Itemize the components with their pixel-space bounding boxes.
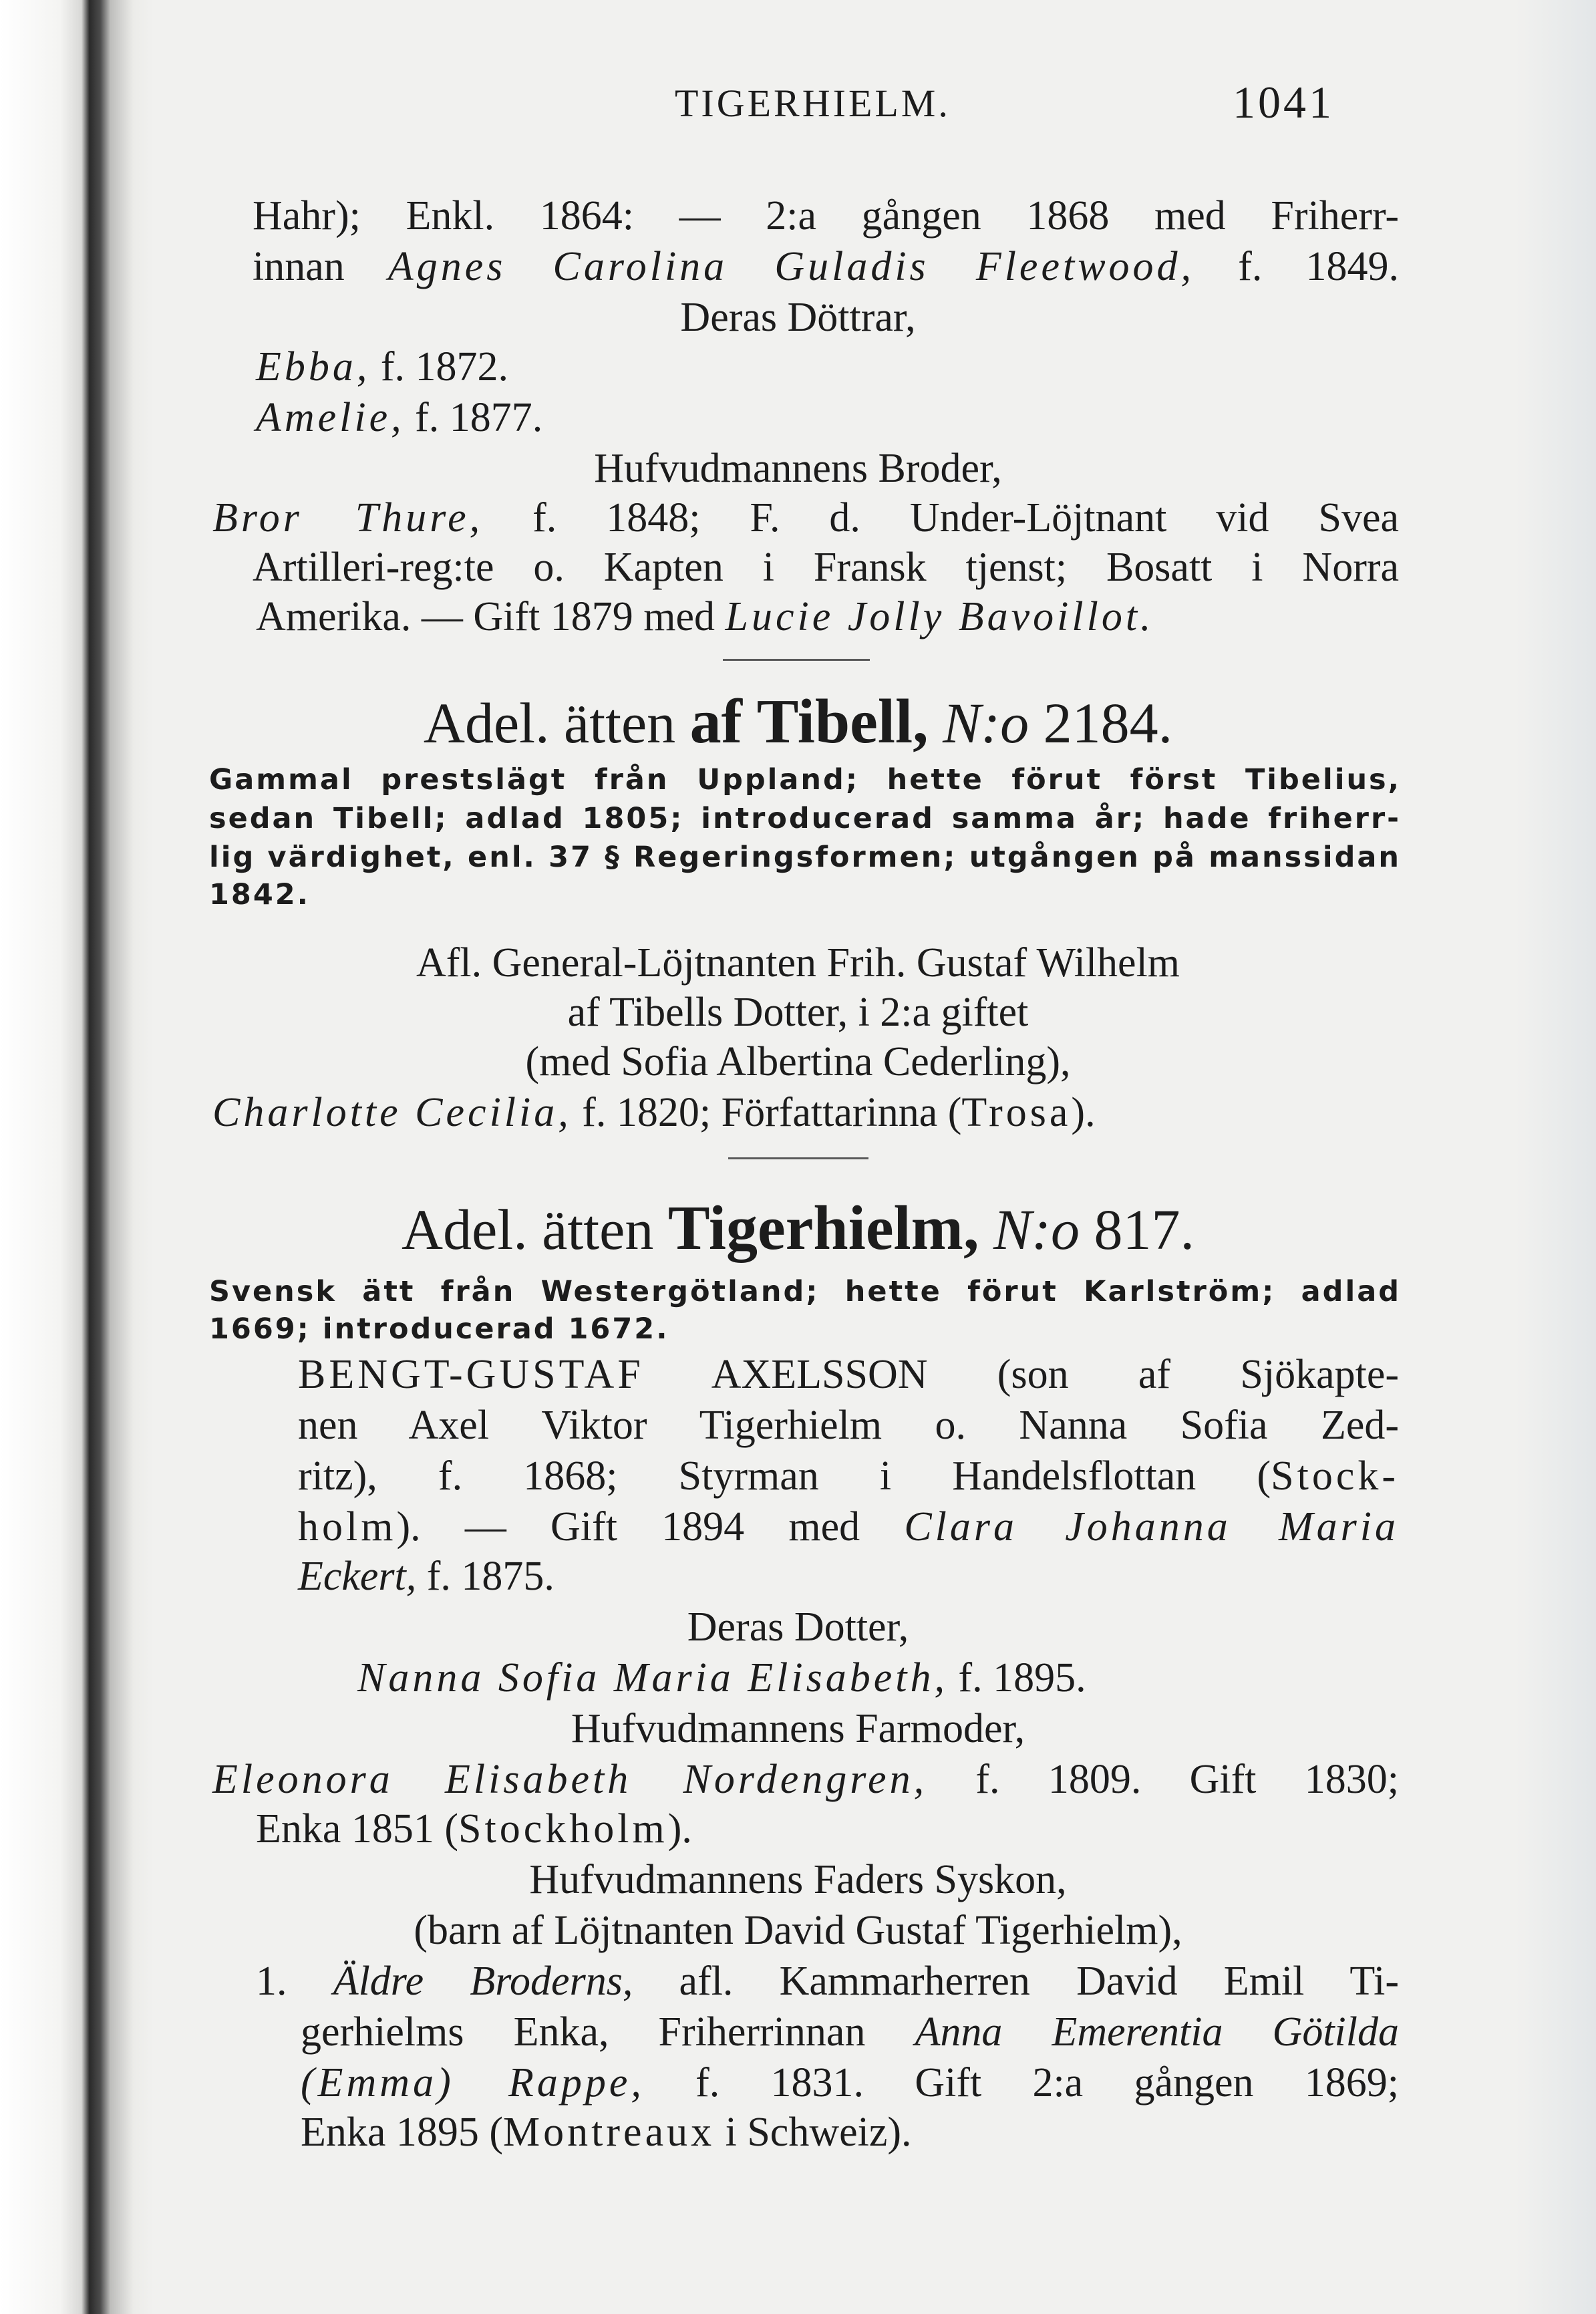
section-heading <box>0 293 1596 342</box>
small-text-line <box>209 1311 669 1347</box>
text: gerhielms Enka, Friherrinnan <box>301 2009 915 2055</box>
text: f. 1875. <box>416 1554 554 1599</box>
person-name: Amelie, <box>256 395 405 440</box>
text: f. 1877. <box>404 395 543 440</box>
person-name: Charlotte Cecilia, <box>212 1090 572 1135</box>
text: Deras Döttrar, <box>680 295 916 340</box>
small-text-line <box>209 801 1401 837</box>
person-name: Clara Johanna Maria <box>904 1504 1399 1550</box>
text: AXELSSON (son af Sjökapte- <box>643 1352 1399 1397</box>
running-title: TIGERHIELM. <box>675 82 951 125</box>
text: Svensk ätt från Westergötland; hette förut Karlström; adlad <box>209 1275 1401 1308</box>
text-line <box>298 1451 1399 1501</box>
text: (med Sofia Albertina Cederling), <box>525 1039 1071 1084</box>
text-line <box>256 342 508 392</box>
text-line <box>0 1037 1596 1087</box>
place-name: Stockholm <box>458 1806 668 1852</box>
text: Hahr); Enkl. 1864: — 2:a gången 1868 med Friherr- <box>253 193 1399 239</box>
divider <box>723 659 870 661</box>
text-line <box>301 2007 1399 2057</box>
text-line <box>212 1755 1399 1804</box>
text-line <box>298 1502 1399 1552</box>
text: Deras Dotter, <box>687 1604 909 1650</box>
family-heading <box>0 688 1596 756</box>
person-name: (Emma) Rappe, <box>301 2060 645 2106</box>
section-heading <box>0 1602 1596 1652</box>
person-name: Äldre Broderns, <box>333 1959 633 2004</box>
text: 1669; introducerad 1672. <box>209 1312 669 1346</box>
text-line <box>298 1350 1399 1399</box>
text-line <box>256 592 1154 641</box>
text-line <box>212 1088 1096 1137</box>
text-line <box>256 1804 692 1854</box>
text: 1. <box>256 1959 333 2004</box>
text: innan <box>253 244 388 289</box>
place-name: holm <box>298 1504 397 1550</box>
text-line <box>253 543 1399 592</box>
text: 2184. <box>1029 691 1173 755</box>
section-heading <box>0 1855 1596 1904</box>
person-name: Lucie Jolly Bavoillot. <box>725 594 1154 639</box>
text: Enka 1851 ( <box>256 1806 459 1852</box>
text: Hufvudmannens Faders Syskon, <box>529 1857 1067 1902</box>
text: 817. <box>1079 1197 1194 1262</box>
text: 1842. <box>209 878 311 911</box>
place-name: Trosa <box>961 1090 1072 1135</box>
text: Artilleri-reg:te o. Kapten i Fransk tjenst; Bosatt i Norra <box>253 545 1399 590</box>
text-line <box>357 1653 1086 1703</box>
person-name: BENGT-GUSTAF <box>298 1352 644 1397</box>
text-line <box>301 2108 912 2157</box>
text-line <box>0 1906 1596 1955</box>
small-text-line <box>209 762 1401 798</box>
text: (barn af Löjtnanten David Gustaf Tigerhielm), <box>414 1908 1182 1953</box>
text: Adel. ätten <box>402 1197 668 1262</box>
text: f. 1809. Gift 1830; <box>927 1757 1399 1802</box>
text-line <box>253 191 1399 241</box>
text: sedan Tibell; adlad 1805; introducerad samma år; hade friherr- <box>209 802 1401 835</box>
family-name: Tigerhielm, <box>667 1193 979 1263</box>
text: f. 1820; Författarinna ( <box>571 1090 962 1135</box>
text: f. 1895. <box>948 1655 1086 1701</box>
text-line <box>301 2058 1399 2108</box>
text: Hufvudmannens Farmoder, <box>571 1706 1025 1751</box>
text-line <box>298 1401 1399 1450</box>
text: N:o <box>979 1197 1080 1262</box>
text-line <box>256 1957 1399 2006</box>
small-text-line <box>209 1274 1401 1310</box>
place-name: Stock- <box>1271 1453 1399 1499</box>
person-name: Agnes Carolina Guladis Fleetwood, <box>387 244 1195 289</box>
text: Adel. ätten <box>423 691 690 755</box>
person-name: Ebba, <box>256 344 371 390</box>
text: f. 1831. Gift 2:a gången 1869; <box>644 2060 1399 2106</box>
place-name: Montreaux <box>503 2110 715 2155</box>
text-line <box>256 393 542 442</box>
text: nen Axel Viktor Tigerhielm o. Nanna Sofia Zed- <box>298 1403 1399 1448</box>
person-name: Nanna Sofia Maria Elisabeth, <box>357 1655 948 1701</box>
text: ). <box>667 1806 692 1852</box>
text: f. 1848; F. d. Under-Löjtnant vid Svea <box>483 495 1400 541</box>
family-name: af Tibell, <box>689 687 929 756</box>
text-line <box>212 493 1399 543</box>
person-name: Eckert, <box>298 1554 417 1599</box>
section-heading <box>0 1704 1596 1753</box>
text: Hufvudmannens Broder, <box>594 446 1002 491</box>
text: f. 1872. <box>370 344 509 390</box>
text: N:o <box>928 691 1029 755</box>
text-line <box>298 1552 554 1601</box>
text: ). <box>1071 1090 1096 1135</box>
divider <box>728 1157 868 1159</box>
text: Enka 1895 ( <box>301 2110 504 2155</box>
section-heading <box>0 444 1596 493</box>
text: Amerika. — Gift 1879 med <box>256 594 726 639</box>
person-name: Anna Emerentia Götilda <box>915 2009 1399 2055</box>
text-line <box>0 938 1596 988</box>
text: afl. Kammarherren David Emil Ti- <box>633 1959 1399 2004</box>
page-number: 1041 <box>1233 77 1334 128</box>
small-text-line <box>209 877 310 913</box>
text: Afl. General-Löjtnanten Frih. Gustaf Wilhelm <box>416 940 1180 986</box>
small-text-line <box>209 839 1401 875</box>
text: af Tibells Dotter, i 2:a giftet <box>567 990 1029 1035</box>
text-line <box>0 988 1596 1037</box>
text: f. 1849. <box>1194 244 1399 289</box>
person-name: Eleonora Elisabeth Nordengren, <box>212 1757 928 1802</box>
text: i Schweiz). <box>715 2110 912 2155</box>
text: lig värdighet, enl. 37 § Regeringsformen; utgången på manssidan <box>209 841 1401 874</box>
family-heading <box>0 1195 1596 1263</box>
text: Gammal prestslägt från Uppland; hette förut först Tibelius, <box>209 763 1401 797</box>
person-name: Bror Thure, <box>212 495 484 541</box>
text: ). — Gift 1894 med <box>396 1504 905 1550</box>
text: ritz), f. 1868; Styrman i Handelsflottan ( <box>298 1453 1271 1499</box>
text-line <box>253 242 1399 291</box>
